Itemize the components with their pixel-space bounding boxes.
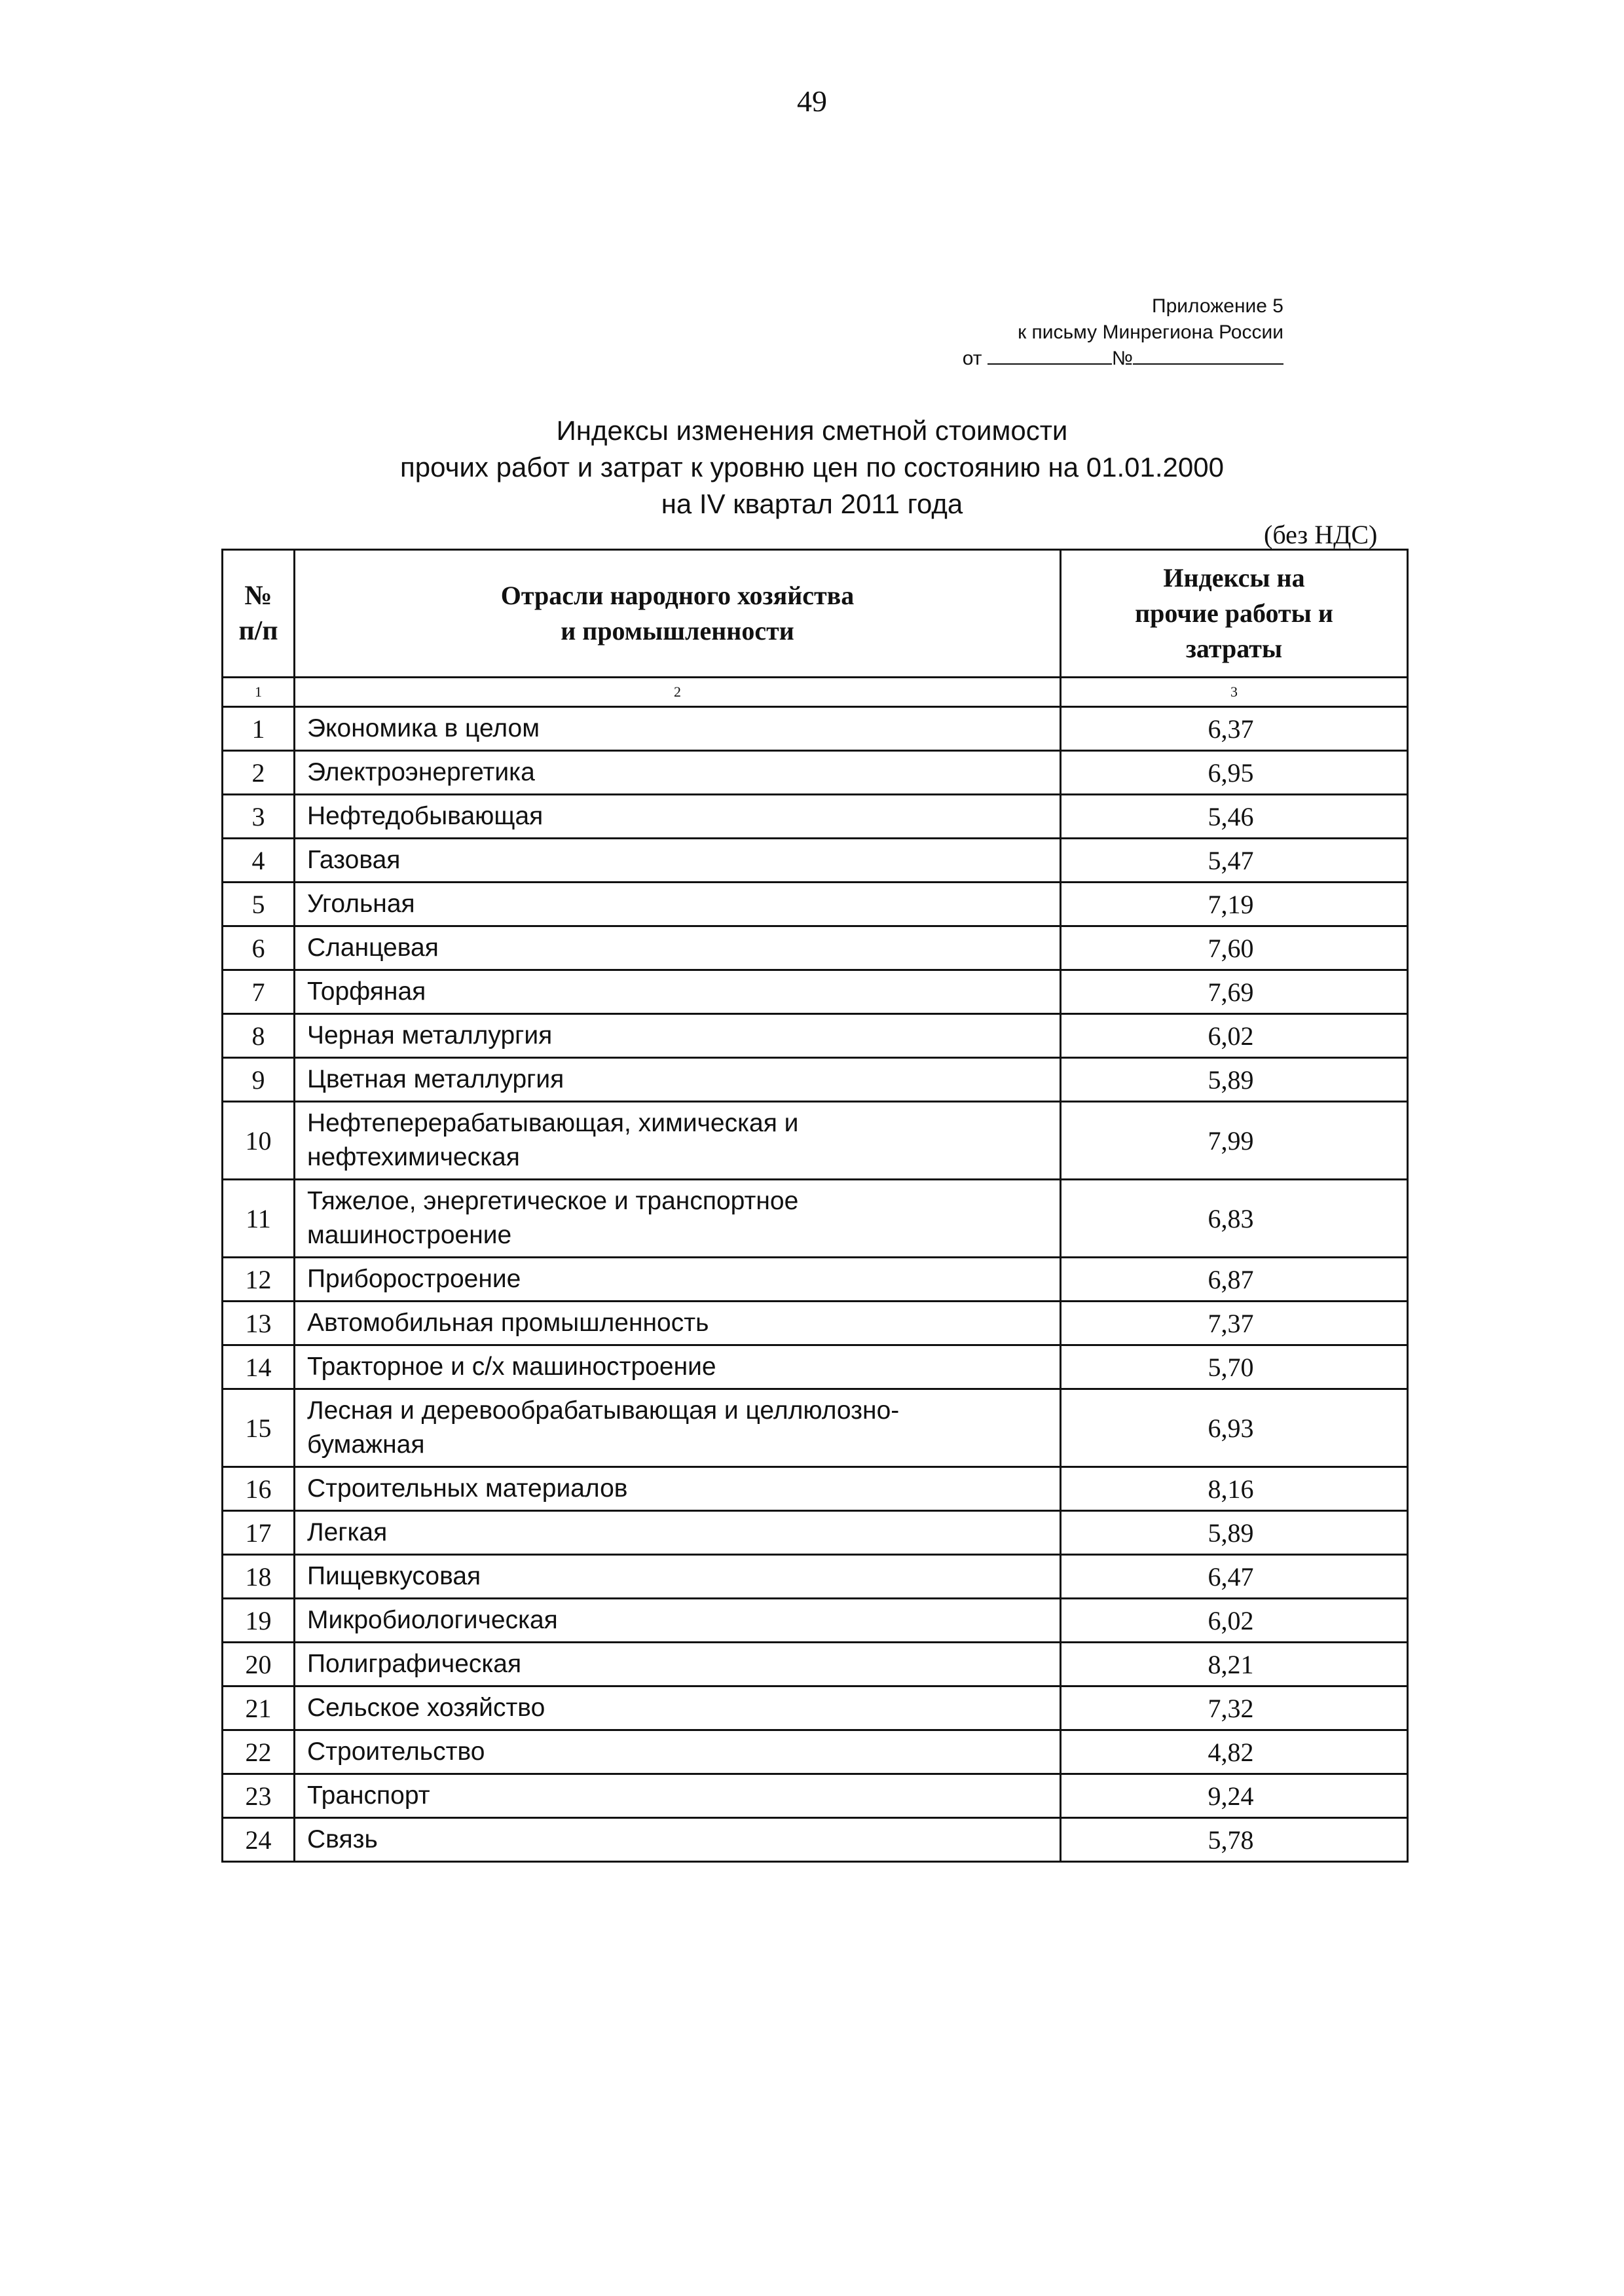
industry-name: Нефтеперерабатывающая, химическая и нефтехимическая — [295, 1102, 1061, 1180]
index-value: 7,69 — [1061, 970, 1408, 1014]
industry-name: Электроэнергетика — [295, 751, 1061, 795]
industry-name: Нефтедобывающая — [295, 795, 1061, 839]
column-number-row — [223, 678, 1408, 707]
table-row — [223, 926, 1408, 970]
row-number: 11 — [223, 1180, 295, 1258]
number-blank — [1133, 348, 1283, 365]
index-value: 6,47 — [1061, 1555, 1408, 1599]
table-row — [223, 883, 1408, 926]
table-row — [223, 839, 1408, 883]
industry-name: Приборостроение — [295, 1258, 1061, 1302]
table-row — [223, 707, 1408, 751]
table-row — [223, 1599, 1408, 1643]
document-title — [223, 412, 1401, 522]
row-number: 15 — [223, 1389, 295, 1467]
index-value: 5,89 — [1061, 1058, 1408, 1102]
row-number: 4 — [223, 839, 295, 883]
index-value: 9,24 — [1061, 1774, 1408, 1818]
row-number: 24 — [223, 1818, 295, 1862]
table-row — [223, 1467, 1408, 1511]
table-row — [223, 1555, 1408, 1599]
industry-name: Экономика в целом — [295, 707, 1061, 751]
industry-name: Микробиологическая — [295, 1599, 1061, 1643]
number-label: № — [1111, 348, 1133, 369]
industry-name: Связь — [295, 1818, 1061, 1862]
row-number: 7 — [223, 970, 295, 1014]
title-line-3: на IV квартал 2011 года — [661, 488, 963, 519]
row-number: 22 — [223, 1730, 295, 1774]
index-value: 5,89 — [1061, 1511, 1408, 1555]
table-row — [223, 1686, 1408, 1730]
row-number: 1 — [223, 707, 295, 751]
table-row — [223, 1511, 1408, 1555]
column-number: 1 — [223, 678, 295, 707]
index-value: 6,87 — [1061, 1258, 1408, 1302]
index-value: 5,46 — [1061, 795, 1408, 839]
column-number: 3 — [1061, 678, 1408, 707]
industry-name: Тракторное и с/х машиностроение — [295, 1345, 1061, 1389]
page-number: 49 — [797, 84, 827, 118]
header-index: Индексы на прочие работы и затраты — [1061, 550, 1408, 678]
index-value: 4,82 — [1061, 1730, 1408, 1774]
appendix-date-number — [930, 346, 1283, 372]
from-label: от — [962, 348, 982, 369]
index-value: 5,78 — [1061, 1818, 1408, 1862]
industry-name: Цветная металлургия — [295, 1058, 1061, 1102]
row-number: 10 — [223, 1102, 295, 1180]
table-row — [223, 1643, 1408, 1686]
header-number: № п/п — [223, 550, 295, 678]
row-number: 20 — [223, 1643, 295, 1686]
row-number: 13 — [223, 1302, 295, 1345]
date-blank — [987, 348, 1112, 365]
table-row — [223, 1302, 1408, 1345]
row-number: 19 — [223, 1599, 295, 1643]
industry-name: Торфяная — [295, 970, 1061, 1014]
index-value: 6,83 — [1061, 1180, 1408, 1258]
industry-name: Легкая — [295, 1511, 1061, 1555]
row-number: 21 — [223, 1686, 295, 1730]
industry-name: Газовая — [295, 839, 1061, 883]
appendix-note — [930, 293, 1283, 372]
title-line-2: прочих работ и затрат к уровню цен по состоянию на 01.01.2000 — [400, 452, 1224, 483]
industry-name: Пищевкусовая — [295, 1555, 1061, 1599]
table-row — [223, 1058, 1408, 1102]
row-number: 2 — [223, 751, 295, 795]
row-number: 17 — [223, 1511, 295, 1555]
industry-name: Сланцевая — [295, 926, 1061, 970]
table-row — [223, 1014, 1408, 1058]
index-value: 7,37 — [1061, 1302, 1408, 1345]
industry-name: Угольная — [295, 883, 1061, 926]
row-number: 12 — [223, 1258, 295, 1302]
industry-name: Черная металлургия — [295, 1014, 1061, 1058]
row-number: 9 — [223, 1058, 295, 1102]
table-row — [223, 1345, 1408, 1389]
row-number: 8 — [223, 1014, 295, 1058]
industry-name: Сельское хозяйство — [295, 1686, 1061, 1730]
table-row — [223, 1730, 1408, 1774]
table-row — [223, 1102, 1408, 1180]
index-value: 6,95 — [1061, 751, 1408, 795]
table-row — [223, 1180, 1408, 1258]
industry-name: Тяжелое, энергетическое и транспортное машиностроение — [295, 1180, 1061, 1258]
row-number: 16 — [223, 1467, 295, 1511]
industry-name: Строительство — [295, 1730, 1061, 1774]
title-line-1: Индексы изменения сметной стоимости — [556, 415, 1068, 446]
table-row — [223, 1389, 1408, 1467]
appendix-label: Приложение 5 — [1152, 295, 1283, 317]
index-value: 5,47 — [1061, 839, 1408, 883]
row-number: 14 — [223, 1345, 295, 1389]
row-number: 3 — [223, 795, 295, 839]
vat-note: (без НДС) — [1264, 520, 1378, 549]
table-row — [223, 795, 1408, 839]
index-value: 7,32 — [1061, 1686, 1408, 1730]
industry-name: Полиграфическая — [295, 1643, 1061, 1686]
index-value: 5,70 — [1061, 1345, 1408, 1389]
table-row — [223, 970, 1408, 1014]
table-row — [223, 1818, 1408, 1862]
index-value: 6,02 — [1061, 1014, 1408, 1058]
industry-name: Лесная и деревообрабатывающая и целлюлозно- бумажная — [295, 1389, 1061, 1467]
index-value: 6,02 — [1061, 1599, 1408, 1643]
column-number: 2 — [295, 678, 1061, 707]
industry-name: Транспорт — [295, 1774, 1061, 1818]
index-value: 7,19 — [1061, 883, 1408, 926]
index-value: 7,60 — [1061, 926, 1408, 970]
appendix-letter-ref: к письму Минрегиона России — [1018, 321, 1283, 343]
table-row — [223, 751, 1408, 795]
row-number: 23 — [223, 1774, 295, 1818]
row-number: 6 — [223, 926, 295, 970]
table-row — [223, 1774, 1408, 1818]
table-header-row — [223, 550, 1408, 678]
index-value: 8,16 — [1061, 1467, 1408, 1511]
row-number: 18 — [223, 1555, 295, 1599]
row-number: 5 — [223, 883, 295, 926]
table-row — [223, 1258, 1408, 1302]
index-value: 6,37 — [1061, 707, 1408, 751]
industry-name: Строительных материалов — [295, 1467, 1061, 1511]
industry-name: Автомобильная промышленность — [295, 1302, 1061, 1345]
index-value: 6,93 — [1061, 1389, 1408, 1467]
indices-table — [221, 549, 1409, 1863]
header-industry: Отрасли народного хозяйства и промышленности — [295, 550, 1061, 678]
index-value: 7,99 — [1061, 1102, 1408, 1180]
index-value: 8,21 — [1061, 1643, 1408, 1686]
